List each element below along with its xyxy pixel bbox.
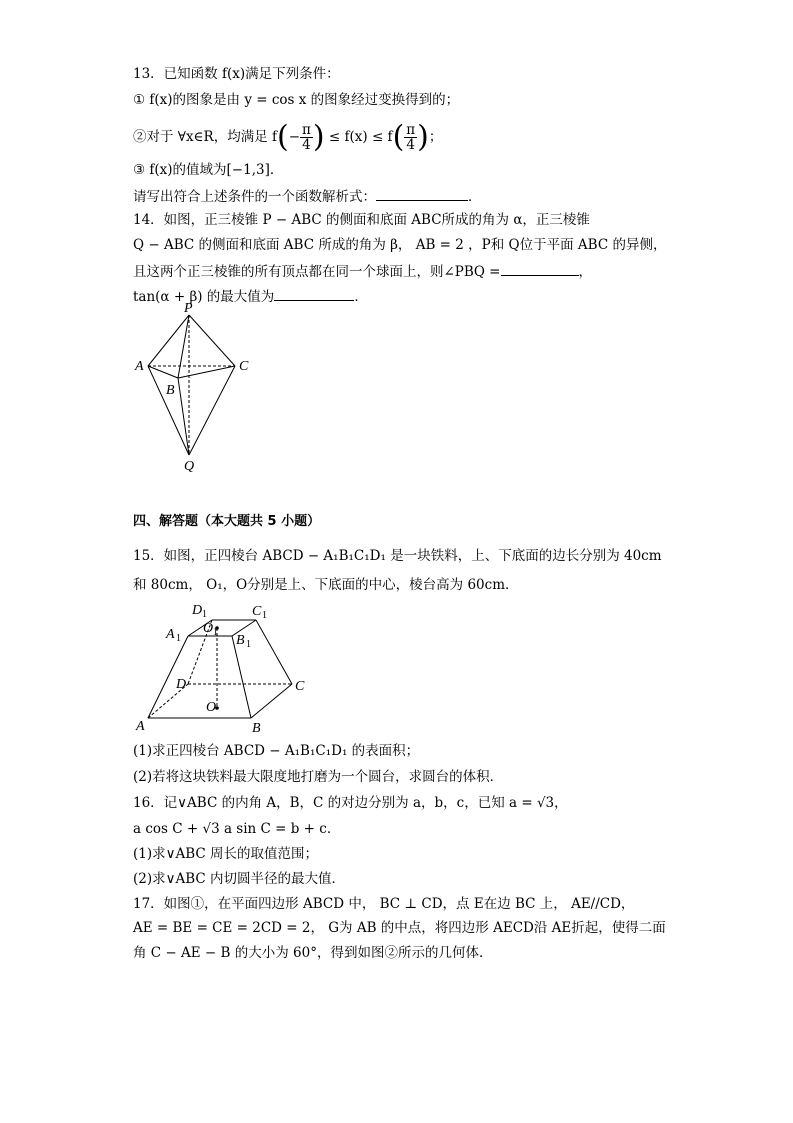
q15-sub-2: (2)若将这块铁料最大限度地打磨为一个圆台，求圆台的体积． (133, 769, 504, 785)
q17-line-3: 角 C − AE − B 的大小为 60°，得到如图②所示的几何体． (133, 945, 493, 961)
pi-over-4-fraction: $\frac{\pi}{4}$ (302, 122, 311, 153)
q13-condition-1: ① f(x)的图象是由 y = cos x 的图象经过变换得到的； (133, 92, 460, 108)
svg-text:1: 1 (246, 639, 251, 650)
label-O1: O (203, 621, 214, 636)
label-B: B (166, 383, 175, 398)
q14-line-3: 且这两个正三棱锥的所有顶点都在同一个球面上，则∠PBQ = ， (133, 261, 592, 282)
q13-condition-2: ②对于 ∀x∈R，均满足 f(− $\frac{\pi}{4}$ ) ≤ f(x) ≤ f( $\frac{\pi}{4}$ )； (133, 119, 443, 155)
label-D: D (176, 677, 187, 692)
q14-line-4: tan(α + β) 的最大值为 ． (133, 286, 368, 307)
q13-cond2-middle: ≤ f(x) ≤ f (324, 129, 393, 145)
label-Q: Q (184, 459, 195, 474)
answer-blank[interactable] (274, 286, 354, 301)
q16-line-1: 16．记∨ABC 的内角 A，B，C 的对边分别为 a，b，c，已知 a = √3， (133, 795, 568, 811)
q15-frustum-figure (128, 598, 318, 738)
q14-line-1: 14．如图，正三棱锥 P − ABC 的侧面和底面 ABC所成的角为 α，正三棱锥 (133, 212, 590, 228)
q13-intro: 13．已知函数 f(x)满足下列条件： (133, 66, 340, 82)
pi-over-4-fraction-2: $\frac{\pi}{4}$ (406, 122, 416, 153)
q13-ask: 请写出符合上述条件的一个函数解析式： ． (133, 186, 482, 207)
label-D1: D (192, 603, 203, 618)
q14-bipyramid-figure (128, 300, 268, 480)
answer-blank[interactable] (376, 186, 468, 201)
label-O: O (206, 700, 217, 715)
label-C1: C (252, 604, 262, 619)
q15-line-1: 15．如图，正四棱台 ABCD − A₁B₁C₁D₁ 是一块铁料，上、下底面的边长分别为 40cm (133, 548, 662, 564)
section-title: 四、解答题（本大题共 5 小题） (133, 514, 321, 529)
svg-text:1: 1 (202, 609, 207, 620)
q13-cond2-neg: − (288, 129, 301, 145)
label-A1: A (166, 627, 175, 642)
q16-line-2: a cos C + √3 a sin C = b + c． (133, 821, 341, 837)
q13-cond2-end: ； (428, 129, 443, 145)
label-P: P (184, 301, 193, 316)
q17-line-2: AE = BE = CE = 2CD = 2， G为 AB 的中点，将四边形 AECD沿 AE折起，使得二面 (133, 920, 666, 936)
q17-line-1: 17．如图①，在平面四边形 ABCD 中， BC ⊥ CD，点 E在边 BC 上， AE//CD， (133, 896, 635, 912)
label-C: C (295, 679, 305, 694)
q15-sub-1: (1)求正四棱台 ABCD − A₁B₁C₁D₁ 的表面积； (133, 743, 420, 759)
label-B1: B (236, 633, 245, 648)
svg-text:1: 1 (176, 633, 181, 644)
svg-text:1: 1 (262, 610, 267, 621)
svg-text:1: 1 (213, 627, 218, 638)
label-A: A (136, 719, 145, 734)
q14-line-2: Q − ABC 的侧面和底面 ABC 所成的角为 β， AB = 2 ，P和 Q位于平面 ABC 的异侧， (133, 237, 667, 253)
q15-line-2: 和 80cm， O₁，O分别是上、下底面的中心，棱台高为 60cm． (133, 577, 519, 593)
q16-sub-1: (1)求∨ABC 周长的取值范围； (133, 846, 319, 862)
q13-cond2-prefix: ②对于 ∀x∈R，均满足 f (133, 129, 277, 145)
label-B: B (252, 721, 261, 736)
label-A: A (135, 359, 144, 374)
q13-condition-3: ③ f(x)的值域为[−1,3]． (133, 162, 284, 178)
q16-sub-2: (2)求∨ABC 内切圆半径的最大值． (133, 871, 346, 887)
label-C: C (239, 359, 249, 374)
answer-blank[interactable] (501, 261, 579, 276)
